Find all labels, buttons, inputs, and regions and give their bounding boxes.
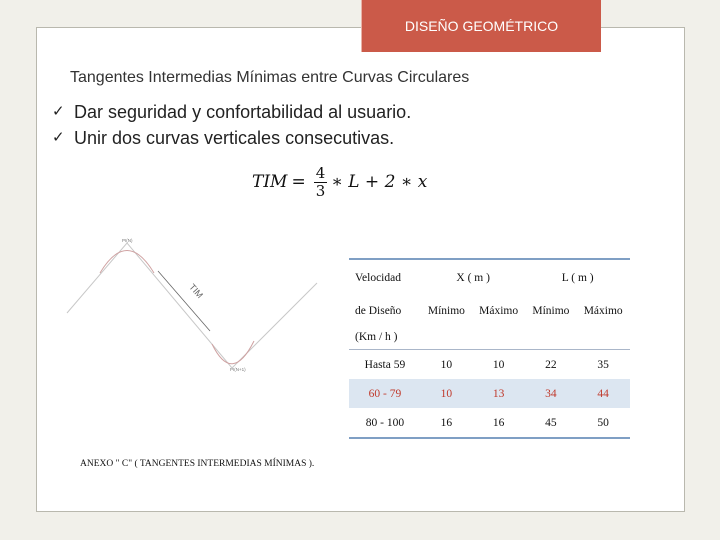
x-min-cell: 16	[421, 408, 472, 438]
table-row	[349, 379, 630, 408]
header-banner	[361, 0, 601, 52]
l-min-cell: 34	[525, 379, 576, 408]
header-label: DISEÑO GEOMÉTRICO	[404, 18, 559, 34]
tim-label: TIM	[187, 281, 205, 301]
l-min-cell: 22	[545, 358, 557, 371]
slide-title: Tangentes Intermedias Mínimas entre Curvas Circulares	[70, 69, 470, 86]
curve-tangent-lines	[67, 243, 317, 368]
formula-numerator: 4	[315, 163, 326, 182]
circular-curve-top	[100, 251, 154, 274]
curves-diagram	[62, 233, 347, 383]
pi-top-label: PI(N)	[122, 238, 133, 243]
header-l: L ( m )	[525, 259, 630, 296]
tim-formula	[252, 163, 427, 201]
table-header-row	[349, 259, 630, 296]
bullet-text: Unir dos curvas verticales consecutivas.	[74, 128, 395, 148]
table-subheader-row	[349, 296, 630, 325]
pi-bottom-label: PI(N+1)	[230, 367, 246, 372]
x-max-cell: 16	[472, 408, 526, 438]
header-x: X ( m )	[421, 259, 526, 296]
header-kmh: (Km / h )	[349, 325, 421, 350]
x-max-cell: 13	[472, 379, 526, 408]
formula-rest: ∗ L + 2 ∗ x	[331, 172, 428, 192]
speed-cell: Hasta 59	[364, 358, 406, 371]
bullet-text: Dar seguridad y confortabilidad al usuario.	[74, 102, 412, 122]
checkmark-icon: ✓	[52, 103, 65, 120]
formula-denominator: 3	[315, 181, 326, 200]
table-units-row	[349, 325, 630, 350]
bullet-item	[52, 125, 411, 151]
header-l-max: Máximo	[583, 304, 623, 317]
tim-dimension-line	[158, 271, 210, 331]
l-max-cell: 35	[597, 358, 609, 371]
l-max-cell: 50	[576, 408, 630, 438]
table-row	[349, 350, 630, 380]
formula-equals: =	[291, 172, 306, 192]
speed-cell: 80 - 100	[349, 408, 421, 438]
header-velocidad: Velocidad	[349, 259, 421, 296]
checkmark-icon: ✓	[52, 129, 65, 146]
header-x-min: Mínimo	[427, 304, 465, 317]
annex-caption: ANEXO " C" ( TANGENTES INTERMEDIAS MÍNIMAS ).	[80, 459, 315, 469]
header-de-diseno: de Diseño	[355, 304, 402, 317]
l-max-cell: 44	[576, 379, 630, 408]
bullet-item	[52, 99, 411, 125]
header-x-max: Máximo	[479, 304, 519, 317]
l-min-cell: 45	[525, 408, 576, 438]
header-l-min: Mínimo	[532, 304, 570, 317]
x-min-cell: 10	[440, 358, 453, 371]
speed-cell: 60 - 79	[349, 379, 421, 408]
formula-lhs: TIM	[252, 172, 288, 192]
bullet-list	[52, 99, 411, 151]
tim-table	[349, 258, 630, 439]
x-min-cell: 10	[421, 379, 472, 408]
x-max-cell: 10	[492, 358, 505, 371]
table-row	[349, 408, 630, 438]
formula-fraction	[314, 165, 328, 200]
